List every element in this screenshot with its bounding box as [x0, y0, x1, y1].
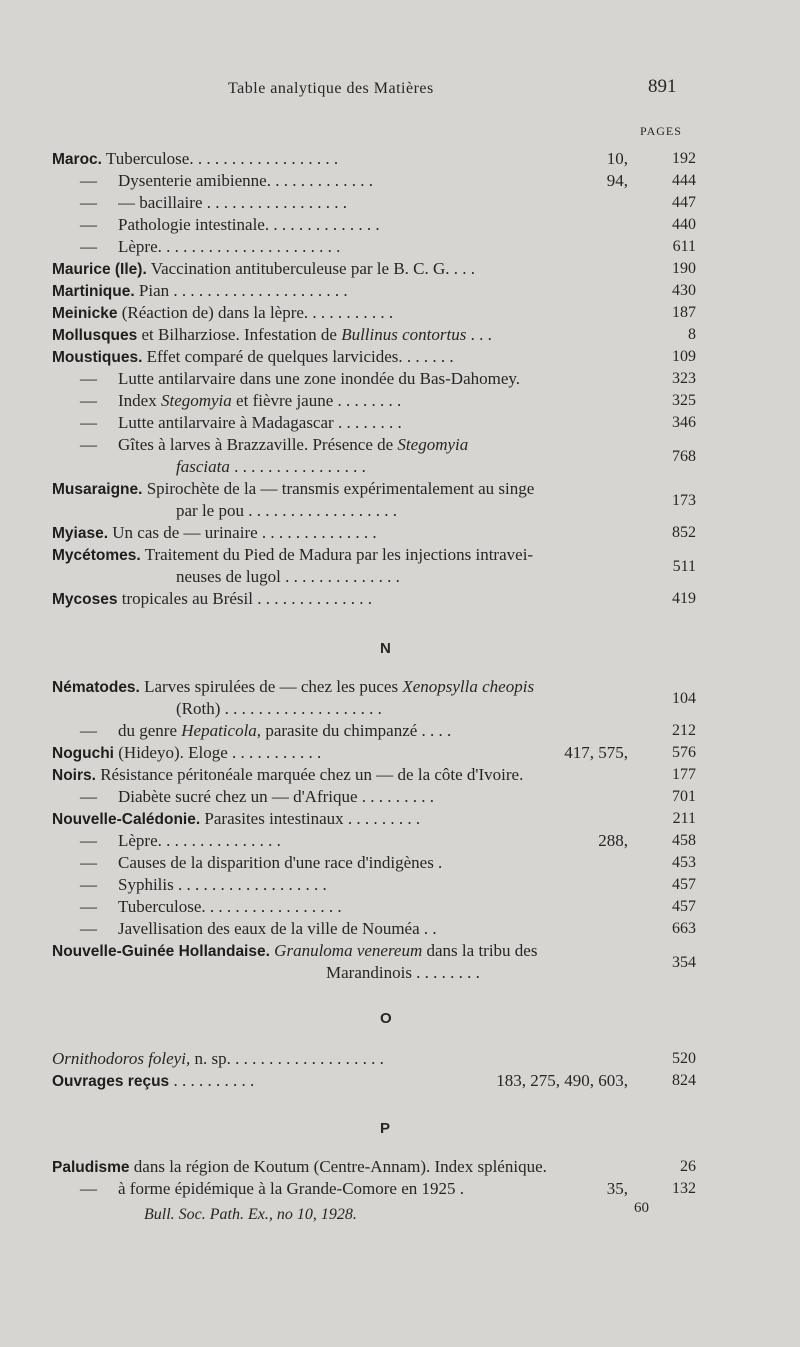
entry-page: 212: [672, 722, 696, 739]
entry-text: [52, 544, 533, 567]
entry-page: 444: [672, 172, 696, 189]
entry-text: [118, 1178, 464, 1200]
pages-column-label: PAGES: [640, 124, 682, 138]
entry-text: [118, 720, 451, 742]
entry-page: 440: [672, 216, 696, 233]
entry-dash: —: [80, 171, 97, 190]
entry-text: [52, 324, 492, 347]
entry-continuation-text: . . . . . . . . . . . . . . . .: [229, 457, 366, 476]
entry-page: 8: [688, 326, 696, 343]
entry-text: [118, 236, 340, 258]
entry-page: 325: [672, 392, 696, 409]
entry-text: [118, 852, 442, 874]
entry-page: 323: [672, 370, 696, 387]
entry-body: Lèpre. . . . . . . . . . . . . . . . . . . . . .: [118, 237, 341, 256]
entry-keyword: Moustiques.: [52, 349, 143, 366]
entry-page: 457: [672, 876, 696, 893]
entry-body: Résistance péritonéale marquée chez un — de la côte d'Ivoire.: [100, 765, 524, 784]
entry-dash: —: [80, 875, 97, 894]
index-entry: [0, 742, 800, 764]
entry-body: dans la région de Koutum (Centre-Annam). Index splénique.: [133, 1157, 547, 1176]
entry-page: 132: [672, 1180, 696, 1197]
index-entry: [0, 940, 800, 984]
entry-continuation-text: neuses de lugol . . . . . . . . . . . . . .: [176, 567, 400, 586]
entry-continuation: [326, 962, 480, 984]
entry-text: [52, 258, 475, 281]
section-letter-n: N: [380, 640, 391, 657]
entry-body: Index: [118, 391, 157, 410]
index-entry: [0, 368, 800, 390]
running-head: [0, 76, 800, 106]
entry-keyword: Mycétomes.: [52, 547, 141, 564]
entry-body: . . . . . . . . . .: [173, 1071, 255, 1090]
entry-keyword: Myiase.: [52, 525, 109, 542]
entry-page: 190: [672, 260, 696, 277]
entry-keyword: Maurice (Ile).: [52, 261, 147, 278]
index-entry: [0, 148, 800, 170]
entry-keyword: Martinique.: [52, 283, 135, 300]
entry-text: [52, 808, 420, 831]
entry-italic: Stegomyia: [160, 391, 232, 410]
index-entry: [0, 808, 800, 830]
section-letter-o: O: [380, 1010, 392, 1027]
entry-body: Tuberculose. . . . . . . . . . . . . . . . .: [118, 897, 342, 916]
entry-dash: —: [80, 193, 97, 212]
entry-body: dans la tribu des: [422, 941, 538, 960]
entry-keyword: Nouvelle-Guinée Hollandaise.: [52, 943, 270, 960]
entry-text: [118, 390, 401, 412]
entry-page: 852: [672, 524, 696, 541]
index-entry: [0, 346, 800, 368]
index-entry: [0, 236, 800, 258]
entry-italic-continuation: fasciata: [176, 457, 230, 476]
entry-text: [52, 302, 393, 325]
entry-body: Tuberculose. . . . . . . . . . . . . . . . . .: [105, 149, 339, 168]
entry-keyword: Noirs.: [52, 767, 96, 784]
entry-italic: Xenopsylla cheopis: [402, 677, 535, 696]
index-entry: [0, 522, 800, 544]
entry-page: 177: [672, 766, 696, 783]
entry-text: [52, 346, 454, 369]
index-entry: [0, 896, 800, 918]
index-entry: [0, 720, 800, 742]
entry-dash: —: [80, 787, 97, 806]
entry-keyword: Paludisme: [52, 1159, 130, 1176]
entry-page: 187: [672, 304, 696, 321]
entry-body: Syphilis . . . . . . . . . . . . . . . . . .: [118, 875, 327, 894]
entry-text: [52, 478, 534, 501]
entry-page: 447: [672, 194, 696, 211]
entry-body: Spirochète de la — transmis expérimentalement au singe: [146, 479, 535, 498]
entry-refs: 288,: [598, 831, 628, 850]
entry-dash: —: [80, 237, 97, 256]
entry-page: 701: [672, 788, 696, 805]
entry-body: du genre: [118, 721, 178, 740]
index-entry: [0, 918, 800, 940]
entry-text: [118, 874, 327, 896]
entry-text: [118, 170, 373, 192]
entry-dash: —: [80, 391, 97, 410]
entry-page: 611: [672, 238, 696, 255]
entry-dash: —: [80, 721, 97, 740]
entry-page: 520: [672, 1050, 696, 1067]
index-entry: [0, 214, 800, 236]
index-entry: [0, 1048, 800, 1070]
index-entry: [0, 478, 800, 522]
entry-page: 211: [672, 810, 696, 827]
entry-page: 457: [672, 898, 696, 915]
page-number: 891: [648, 76, 677, 97]
entry-body: Diabète sucré chez un — d'Afrique . . . . . . . . .: [118, 787, 435, 806]
entry-keyword: Mycoses: [52, 591, 118, 608]
entry-text: [118, 412, 402, 434]
entry-keyword: Noguchi: [52, 745, 114, 762]
entry-text: [52, 1048, 384, 1070]
entry-body: Dysenterie amibienne. . . . . . . . . . . . .: [118, 171, 373, 190]
entry-page: 346: [672, 414, 696, 431]
entry-body: Traitement du Pied de Madura par les injections intravei-: [144, 545, 534, 564]
entry-text: [52, 148, 338, 171]
entry-keyword: Meinicke: [52, 305, 118, 322]
entry-continuation: [176, 698, 382, 720]
entry-dash: —: [80, 897, 97, 916]
index-entry: [0, 434, 800, 478]
index-entry: [0, 786, 800, 808]
entry-body: à forme épidémique à la Grande-Comore en 1925 .: [118, 1179, 465, 1198]
entry-dash: —: [80, 919, 97, 938]
entry-continuation-text: par le pou . . . . . . . . . . . . . . . . . .: [176, 501, 397, 520]
entry-text: [52, 1070, 254, 1093]
entry-text: [118, 368, 520, 390]
entry-italic: Stegomyia: [397, 435, 469, 454]
entry-tail: parasite du chimpanzé . . . .: [261, 721, 452, 740]
entry-page: 768: [672, 448, 696, 465]
index-entry: [0, 324, 800, 346]
entry-text: [118, 214, 380, 236]
section-letter-p: P: [380, 1120, 391, 1137]
entry-italic-lead: Granuloma venereum: [274, 941, 423, 960]
entry-page: 663: [672, 920, 696, 937]
entry-dash: —: [80, 1179, 97, 1198]
entry-keyword: Ouvrages reçus: [52, 1073, 170, 1090]
entry-continuation: [176, 456, 366, 478]
entry-italic-lead: Ornithodoros foleyi,: [52, 1049, 191, 1068]
entry-page: 26: [680, 1158, 696, 1175]
index-entry: [0, 1178, 800, 1200]
entry-dash: —: [80, 215, 97, 234]
entry-page: 458: [672, 832, 696, 849]
index-entry: [0, 588, 800, 610]
entry-text: [52, 676, 534, 699]
index-entry: [0, 852, 800, 874]
entry-refs: 10,: [606, 149, 628, 168]
entry-body: Parasites intestinaux . . . . . . . . .: [204, 809, 421, 828]
footer-signature: 60: [634, 1200, 649, 1216]
entry-refs: 94,: [606, 171, 628, 190]
entry-continuation: [176, 500, 397, 522]
entry-body: Lutte antilarvaire à Madagascar . . . . . . . .: [118, 413, 402, 432]
entry-body: Javellisation des eaux de la ville de Nouméa . .: [118, 919, 437, 938]
index-entry: [0, 1070, 800, 1092]
entry-text: [52, 764, 523, 787]
entry-text: [52, 522, 377, 545]
entry-text: [118, 830, 281, 852]
entry-body: Causes de la disparition d'une race d'indigènes .: [118, 853, 443, 872]
entry-keyword: Nématodes.: [52, 679, 140, 696]
entry-refs: 417, 575,: [564, 743, 628, 762]
index-entry: [0, 874, 800, 896]
entry-keyword: Musaraigne.: [52, 481, 143, 498]
entry-page: 192: [672, 150, 696, 167]
entry-body: n. sp. . . . . . . . . . . . . . . . . . .: [190, 1049, 384, 1068]
index-entry: [0, 192, 800, 214]
entry-text: [52, 1156, 547, 1179]
entry-page: 824: [672, 1072, 696, 1089]
entry-page: 430: [672, 282, 696, 299]
entry-text: [118, 192, 347, 214]
index-entry: [0, 1156, 800, 1178]
entry-tail: et fièvre jaune . . . . . . . .: [231, 391, 402, 410]
entry-body: Larves spirulées de — chez les puces: [144, 677, 399, 696]
index-entry: [0, 390, 800, 412]
index-entry: [0, 302, 800, 324]
entry-page: 354: [672, 954, 696, 971]
entry-continuation: [176, 566, 400, 588]
entry-body: Vaccination antituberculeuse par le B. C. G. . . .: [150, 259, 476, 278]
entry-keyword: Maroc.: [52, 151, 102, 168]
running-title: Table analytique des Matières: [228, 80, 434, 97]
index-entry: [0, 170, 800, 192]
entry-keyword: Mollusques: [52, 327, 138, 344]
entry-page: 511: [672, 558, 696, 575]
entry-dash: —: [80, 435, 97, 454]
entry-page: 453: [672, 854, 696, 871]
entry-body: Pian . . . . . . . . . . . . . . . . . . . . .: [138, 281, 348, 300]
entry-dash: —: [80, 853, 97, 872]
entry-text: [52, 280, 348, 303]
entry-tail: . . .: [466, 325, 492, 344]
entry-dash: —: [80, 369, 97, 388]
entry-body: (Réaction de) dans la lèpre. . . . . . . . . . .: [121, 303, 394, 322]
index-entry: [0, 280, 800, 302]
entry-body: Effet comparé de quelques larvicides. . . . . . .: [146, 347, 454, 366]
entry-page: 104: [672, 690, 696, 707]
index-entry: [0, 676, 800, 720]
entry-text: [52, 588, 372, 611]
entry-body: Lèpre. . . . . . . . . . . . . . .: [118, 831, 281, 850]
entry-body: Un cas de — urinaire . . . . . . . . . . . . . .: [112, 523, 377, 542]
entry-body: Pathologie intestinale. . . . . . . . . . . . . .: [118, 215, 380, 234]
entry-body: Lutte antilarvaire dans une zone inondée du Bas-Dahomey.: [118, 369, 521, 388]
entry-text: [118, 896, 342, 918]
entry-page: 576: [672, 744, 696, 761]
entry-body: tropicales au Brésil . . . . . . . . . . . . . .: [121, 589, 372, 608]
entry-dash: —: [80, 831, 97, 850]
index-entry: [0, 764, 800, 786]
entry-text: [52, 940, 537, 963]
entry-page: 173: [672, 492, 696, 509]
entry-page: 109: [672, 348, 696, 365]
entry-refs: 35,: [606, 1179, 628, 1198]
entry-body: Gîtes à larves à Brazzaville. Présence de: [118, 435, 394, 454]
footer-citation: Bull. Soc. Path. Ex., no 10, 1928.: [144, 1206, 357, 1223]
entry-text: [118, 918, 437, 940]
entry-body: et Bilharziose. Infestation de: [141, 325, 337, 344]
entry-italic: Bullinus contortus: [341, 325, 467, 344]
entry-body: (Hideyo). Eloge . . . . . . . . . . .: [118, 743, 322, 762]
entry-dash: —: [80, 413, 97, 432]
index-entry: [0, 544, 800, 588]
index-entry: [0, 412, 800, 434]
entry-text: [118, 434, 468, 456]
entry-continuation-text: Marandinois . . . . . . . .: [326, 963, 480, 982]
index-entry: [0, 258, 800, 280]
entry-body: — bacillaire . . . . . . . . . . . . . . . . .: [118, 193, 347, 212]
entry-page: 419: [672, 590, 696, 607]
index-entry: [0, 830, 800, 852]
entry-text: [118, 786, 434, 808]
entry-refs: 183, 275, 490, 603,: [496, 1071, 628, 1090]
entry-italic: Hepaticola,: [181, 721, 262, 740]
entry-text: [52, 742, 321, 765]
entry-continuation-text: (Roth) . . . . . . . . . . . . . . . . . . .: [176, 699, 382, 718]
entry-keyword: Nouvelle-Calédonie.: [52, 811, 201, 828]
